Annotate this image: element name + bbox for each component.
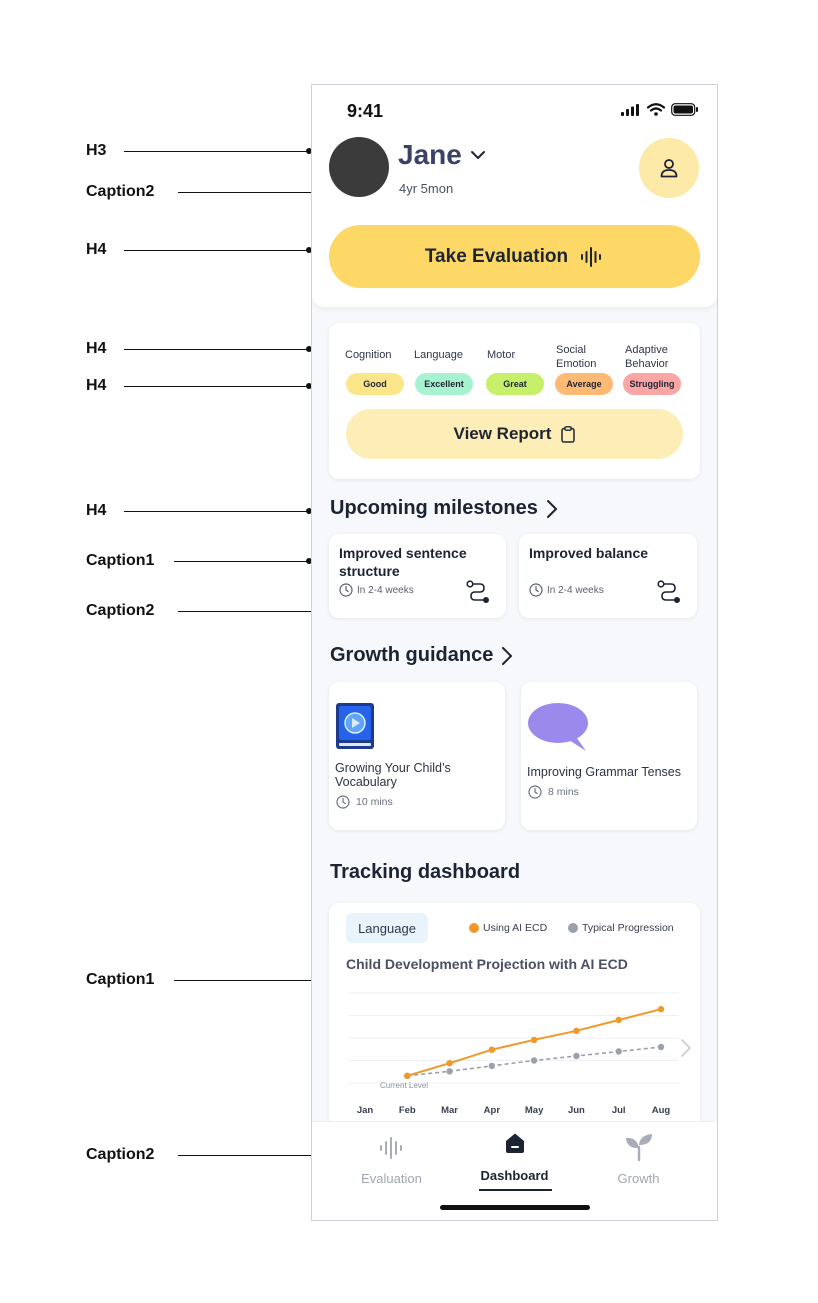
milestone-time — [529, 583, 604, 597]
child-name[interactable]: Jane — [398, 139, 462, 170]
skill-status-badge: Good — [346, 373, 404, 395]
annotation-line — [174, 561, 310, 562]
annotation-caption2-time — [0, 601, 330, 621]
skill-name: Adaptive Behavior — [625, 344, 669, 370]
annotation-h3 — [0, 141, 330, 161]
legend-ai-label: Using AI ECD — [483, 922, 548, 934]
status-icons — [621, 103, 699, 116]
take-evaluation-label: Take Evaluation — [424, 245, 569, 267]
data-point-typical — [446, 1068, 452, 1074]
battery-icon — [671, 103, 699, 116]
projection-chart — [329, 983, 700, 1123]
guidance-item-time — [336, 795, 393, 809]
profile-button[interactable] — [639, 138, 699, 198]
skills-card — [329, 323, 700, 479]
guidance-item-time-text: 8 mins — [548, 786, 579, 798]
chart-points — [404, 1006, 664, 1079]
x-tick-label: May — [524, 1105, 544, 1116]
guidance-item-title: Improving Grammar Tenses — [527, 765, 681, 779]
skill-name: Cognition — [345, 349, 392, 361]
annotation-label: H4 — [86, 241, 107, 258]
annotation-label: Caption2 — [86, 602, 155, 619]
annotation-caption2-nav — [0, 1145, 330, 1165]
clipboard-icon — [561, 426, 575, 443]
x-tick-label: Jul — [611, 1105, 626, 1116]
tab-language[interactable]: Language — [346, 913, 428, 943]
tracking-heading — [330, 861, 520, 884]
annotation-label: H4 — [86, 340, 107, 357]
clock-icon — [528, 785, 542, 799]
data-point-typical — [531, 1057, 537, 1063]
view-report-button[interactable] — [346, 409, 683, 459]
guidance-item-title: Growing Your Child’s Vocabulary — [335, 761, 451, 789]
chevron-down-icon[interactable] — [470, 149, 486, 161]
soundwave-icon — [580, 247, 604, 267]
clock-icon — [339, 583, 353, 597]
speech-bubble-icon — [528, 702, 590, 752]
wifi-icon — [647, 103, 665, 116]
status-time: 9:41 — [347, 101, 384, 121]
annotation-caption2-age — [0, 182, 330, 202]
data-point-typical — [658, 1044, 664, 1050]
milestone-time-text: In 2-4 weeks — [547, 584, 604, 596]
chart-x-labels — [357, 1105, 671, 1116]
skill-status-badge: Struggling — [623, 373, 681, 395]
milestone-time-text: In 2-4 weeks — [357, 584, 414, 596]
milestones-heading[interactable] — [330, 497, 558, 520]
user-icon — [658, 157, 680, 179]
chart-grid — [349, 993, 679, 1083]
x-tick-label: Aug — [651, 1105, 671, 1116]
current-level-label: Current Level — [380, 1081, 429, 1090]
skill-name: Language — [414, 349, 463, 361]
x-tick-label: Mar — [441, 1105, 459, 1116]
sprout-icon — [624, 1133, 654, 1161]
guidance-item-time — [528, 785, 579, 799]
skill-status-badge: Excellent — [415, 373, 473, 395]
data-point-ai — [616, 1017, 622, 1023]
skill-name: Motor — [487, 349, 516, 361]
annotation-caption1-milestone — [0, 551, 330, 571]
annotation-line — [124, 386, 310, 387]
data-point-typical — [489, 1063, 495, 1069]
x-tick-label: Jan — [356, 1105, 374, 1116]
annotation-caption1-chart — [0, 970, 330, 990]
annotation-label: Caption1 — [86, 552, 155, 569]
view-report-label: View Report — [453, 424, 552, 443]
data-point-typical — [616, 1048, 622, 1054]
milestone-card[interactable] — [519, 534, 697, 618]
home-icon — [504, 1132, 526, 1154]
guidance-title: Growth guidance — [330, 644, 494, 666]
avatar[interactable] — [329, 137, 389, 197]
legend-dot-ai — [469, 923, 479, 933]
route-icon — [657, 580, 681, 604]
annotation-line — [124, 250, 310, 251]
legend-typical — [568, 922, 674, 934]
route-icon — [466, 580, 490, 604]
skill-status-badge: Average — [555, 373, 613, 395]
tracking-title: Tracking dashboard — [330, 861, 521, 883]
annotation-line — [124, 511, 310, 512]
nav-evaluation-label: Evaluation — [361, 1171, 422, 1186]
annotation-label: Caption2 — [86, 183, 155, 200]
annotation-h4-eval — [0, 240, 330, 260]
data-point-ai — [404, 1073, 410, 1079]
child-age: 4yr 5mon — [399, 181, 454, 196]
milestone-time — [339, 583, 414, 597]
milestones-title: Upcoming milestones — [330, 497, 538, 519]
data-point-ai — [489, 1047, 495, 1053]
chart-title: Child Development Projection with AI ECD — [346, 956, 628, 972]
bottom-nav — [312, 1121, 717, 1221]
phone-screen — [311, 84, 718, 1221]
nav-dashboard-label: Dashboard — [480, 1168, 549, 1183]
milestone-title: Improved sentence structure — [339, 545, 467, 579]
clock-icon — [529, 583, 543, 597]
skill-status-badge: Great — [486, 373, 544, 395]
data-point-ai — [531, 1037, 537, 1043]
annotation-label: Caption1 — [86, 971, 155, 988]
annotation-label: H4 — [86, 377, 107, 394]
clock-icon — [336, 795, 350, 809]
guidance-card[interactable] — [329, 682, 505, 830]
data-point-ai — [446, 1060, 452, 1066]
signal-icon — [621, 104, 641, 116]
milestone-card[interactable] — [329, 534, 506, 618]
annotation-line — [124, 349, 310, 350]
legend-typical-label: Typical Progression — [582, 922, 674, 934]
data-point-ai — [658, 1006, 664, 1012]
milestone-title: Improved balance — [529, 545, 649, 561]
data-point-typical — [573, 1053, 579, 1059]
chart-next-chevron-icon[interactable] — [682, 1040, 690, 1056]
chevron-right-icon — [501, 646, 513, 666]
annotation-h4-milestones — [0, 501, 330, 521]
annotation-label: H3 — [86, 142, 107, 159]
active-tab-indicator — [479, 1189, 552, 1191]
nav-growth-label: Growth — [617, 1171, 660, 1186]
video-book-icon — [335, 702, 375, 750]
annotation-line — [124, 151, 310, 152]
soundwave-icon — [379, 1137, 405, 1159]
guidance-heading[interactable] — [330, 644, 513, 667]
skill-name: Social Emotion — [556, 344, 597, 370]
take-evaluation-button[interactable] — [329, 225, 700, 288]
x-tick-label: Apr — [483, 1105, 501, 1116]
chevron-right-icon — [546, 499, 558, 519]
annotation-label: Caption2 — [86, 1146, 155, 1163]
annotation-h4-skills — [0, 339, 330, 359]
legend-dot-typical — [568, 923, 578, 933]
annotation-label: H4 — [86, 502, 107, 519]
x-tick-label: Jun — [567, 1105, 585, 1116]
tracking-chart-card — [329, 903, 700, 1143]
header-section — [312, 85, 717, 307]
annotation-line — [174, 980, 320, 981]
legend-ai — [469, 922, 547, 934]
x-tick-label: Feb — [398, 1105, 416, 1116]
annotation-h4-badges — [0, 376, 330, 396]
guidance-card[interactable] — [521, 682, 697, 830]
guidance-item-time-text: 10 mins — [356, 796, 393, 808]
data-point-ai — [573, 1028, 579, 1034]
home-indicator — [440, 1205, 590, 1210]
